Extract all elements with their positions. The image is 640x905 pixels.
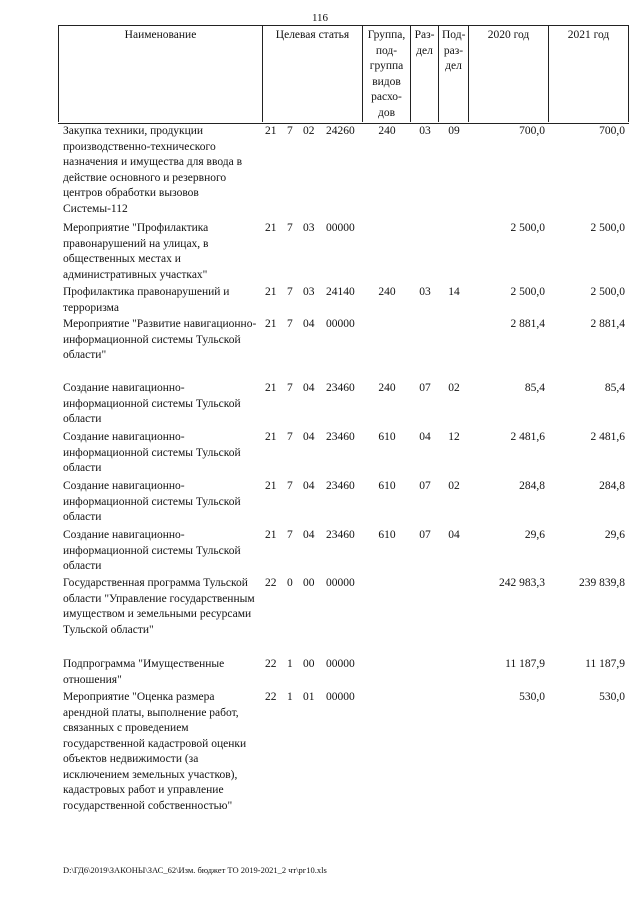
cell-subsection: 12 — [448, 431, 460, 443]
cell-2020: 700,0 — [519, 125, 545, 137]
header-subsection: Под- раз- дел — [439, 25, 469, 122]
cell-subsection: 14 — [448, 286, 460, 298]
cell-subsection: 02 — [448, 480, 460, 492]
cell-2021: 700,0 — [599, 125, 625, 137]
row-name: Профилактика правонарушений и терроризма — [63, 286, 230, 314]
cell-d: 00000 — [326, 222, 355, 234]
row-name: Подпрограмма "Имущественные отношения" — [63, 658, 225, 686]
row-name: Закупка техники, продукции производственно-технического назначения и имущества для ввода в действие основного и резервного центров обработки вызовов Системы-112 — [63, 125, 243, 215]
cell-2020: 29,6 — [524, 529, 545, 541]
cell-b: 7 — [287, 382, 293, 394]
cell-2020: 530,0 — [519, 691, 545, 703]
cell-b: 7 — [287, 431, 293, 443]
row-name: Создание навигационно-информационной системы Тульской области — [63, 382, 241, 425]
cell-2020: 242 983,3 — [499, 577, 545, 589]
cell-d: 23460 — [326, 431, 355, 443]
cell-2021: 2 500,0 — [590, 222, 625, 234]
cell-c: 00 — [303, 658, 315, 670]
cell-group: 240 — [378, 125, 396, 137]
cell-c: 00 — [303, 577, 315, 589]
row-name: Создание навигационно-информационной системы Тульской области — [63, 480, 241, 523]
cell-2020: 11 187,9 — [505, 658, 545, 670]
cell-section: 04 — [419, 431, 431, 443]
cell-group: 240 — [378, 286, 396, 298]
cell-d: 23460 — [326, 382, 355, 394]
file-path-footer: D:\ГД6\2019\ЗАКОНЫ\ЗАС_62\Изм. бюджет ТО 2019-2021_2 чт\рг10.xls — [63, 865, 327, 875]
cell-d: 24260 — [326, 125, 355, 137]
cell-group: 610 — [378, 529, 396, 541]
cell-c: 03 — [303, 222, 315, 234]
cell-2021: 29,6 — [604, 529, 625, 541]
row-name: Мероприятие "Профилактика правонарушений на улицах, в общественных местах и административных участках" — [63, 222, 209, 281]
page-number: 116 — [311, 12, 329, 24]
cell-c: 04 — [303, 529, 315, 541]
cell-a: 21 — [265, 529, 277, 541]
cell-b: 7 — [287, 529, 293, 541]
cell-d: 00000 — [326, 318, 355, 330]
cell-2021: 2 881,4 — [590, 318, 625, 330]
cell-subsection: 09 — [448, 125, 460, 137]
cell-2021: 85,4 — [604, 382, 625, 394]
cell-a: 22 — [265, 691, 277, 703]
cell-a: 21 — [265, 480, 277, 492]
cell-d: 23460 — [326, 529, 355, 541]
cell-section: 07 — [419, 529, 431, 541]
row-name: Создание навигационно-информационной системы Тульской области — [63, 431, 241, 474]
cell-b: 1 — [287, 691, 293, 703]
cell-b: 7 — [287, 286, 293, 298]
cell-d: 00000 — [326, 658, 355, 670]
cell-section: 03 — [419, 286, 431, 298]
cell-c: 02 — [303, 125, 315, 137]
cell-a: 21 — [265, 382, 277, 394]
row-name: Мероприятие "Развитие навигационно-информационной системы Тульской области" — [63, 318, 257, 361]
row-name: Мероприятие "Оценка размера арендной платы, выполнение работ, связанных с проведением государственной кадастровой оценки объектов недвижимости (за исключением земельных участков), кадастровых работ и управление государственной собственностью" — [63, 691, 247, 812]
cell-d: 00000 — [326, 577, 355, 589]
row-name: Создание навигационно-информационной системы Тульской области — [63, 529, 241, 572]
cell-2020: 2 481,6 — [510, 431, 545, 443]
row-name: Государственная программа Тульской области "Управление государственным имуществом и земельными ресурсами Тульской области" — [63, 577, 255, 636]
cell-d: 24140 — [326, 286, 355, 298]
header-group: Группа, под- группа видов расхо- дов — [363, 25, 411, 122]
cell-c: 01 — [303, 691, 315, 703]
cell-a: 21 — [265, 125, 277, 137]
cell-d: 23460 — [326, 480, 355, 492]
cell-b: 1 — [287, 658, 293, 670]
cell-c: 04 — [303, 318, 315, 330]
cell-a: 22 — [265, 658, 277, 670]
header-2021: 2021 год — [549, 25, 629, 122]
cell-a: 21 — [265, 222, 277, 234]
cell-2020: 2 881,4 — [510, 318, 545, 330]
cell-c: 04 — [303, 480, 315, 492]
cell-a: 21 — [265, 318, 277, 330]
cell-2021: 11 187,9 — [585, 658, 625, 670]
cell-a: 21 — [265, 431, 277, 443]
cell-b: 7 — [287, 222, 293, 234]
cell-a: 22 — [265, 577, 277, 589]
cell-group: 610 — [378, 480, 396, 492]
cell-c: 03 — [303, 286, 315, 298]
cell-2020: 2 500,0 — [510, 286, 545, 298]
cell-2021: 2 500,0 — [590, 286, 625, 298]
cell-2021: 530,0 — [599, 691, 625, 703]
cell-a: 21 — [265, 286, 277, 298]
cell-b: 7 — [287, 480, 293, 492]
cell-group: 240 — [378, 382, 396, 394]
cell-c: 04 — [303, 431, 315, 443]
cell-subsection: 02 — [448, 382, 460, 394]
cell-2020: 2 500,0 — [510, 222, 545, 234]
cell-d: 00000 — [326, 691, 355, 703]
header-section: Раз- дел — [411, 25, 439, 122]
cell-c: 04 — [303, 382, 315, 394]
cell-b: 7 — [287, 318, 293, 330]
cell-2020: 284,8 — [519, 480, 545, 492]
cell-b: 0 — [287, 577, 293, 589]
cell-section: 07 — [419, 480, 431, 492]
cell-b: 7 — [287, 125, 293, 137]
cell-section: 03 — [419, 125, 431, 137]
header-2020: 2020 год — [469, 25, 549, 122]
cell-2021: 284,8 — [599, 480, 625, 492]
cell-subsection: 04 — [448, 529, 460, 541]
header-name: Наименование — [58, 25, 263, 122]
header-target: Целевая статья — [263, 25, 363, 122]
cell-group: 610 — [378, 431, 396, 443]
cell-2020: 85,4 — [524, 382, 545, 394]
cell-section: 07 — [419, 382, 431, 394]
cell-2021: 239 839,8 — [579, 577, 625, 589]
cell-2021: 2 481,6 — [590, 431, 625, 443]
